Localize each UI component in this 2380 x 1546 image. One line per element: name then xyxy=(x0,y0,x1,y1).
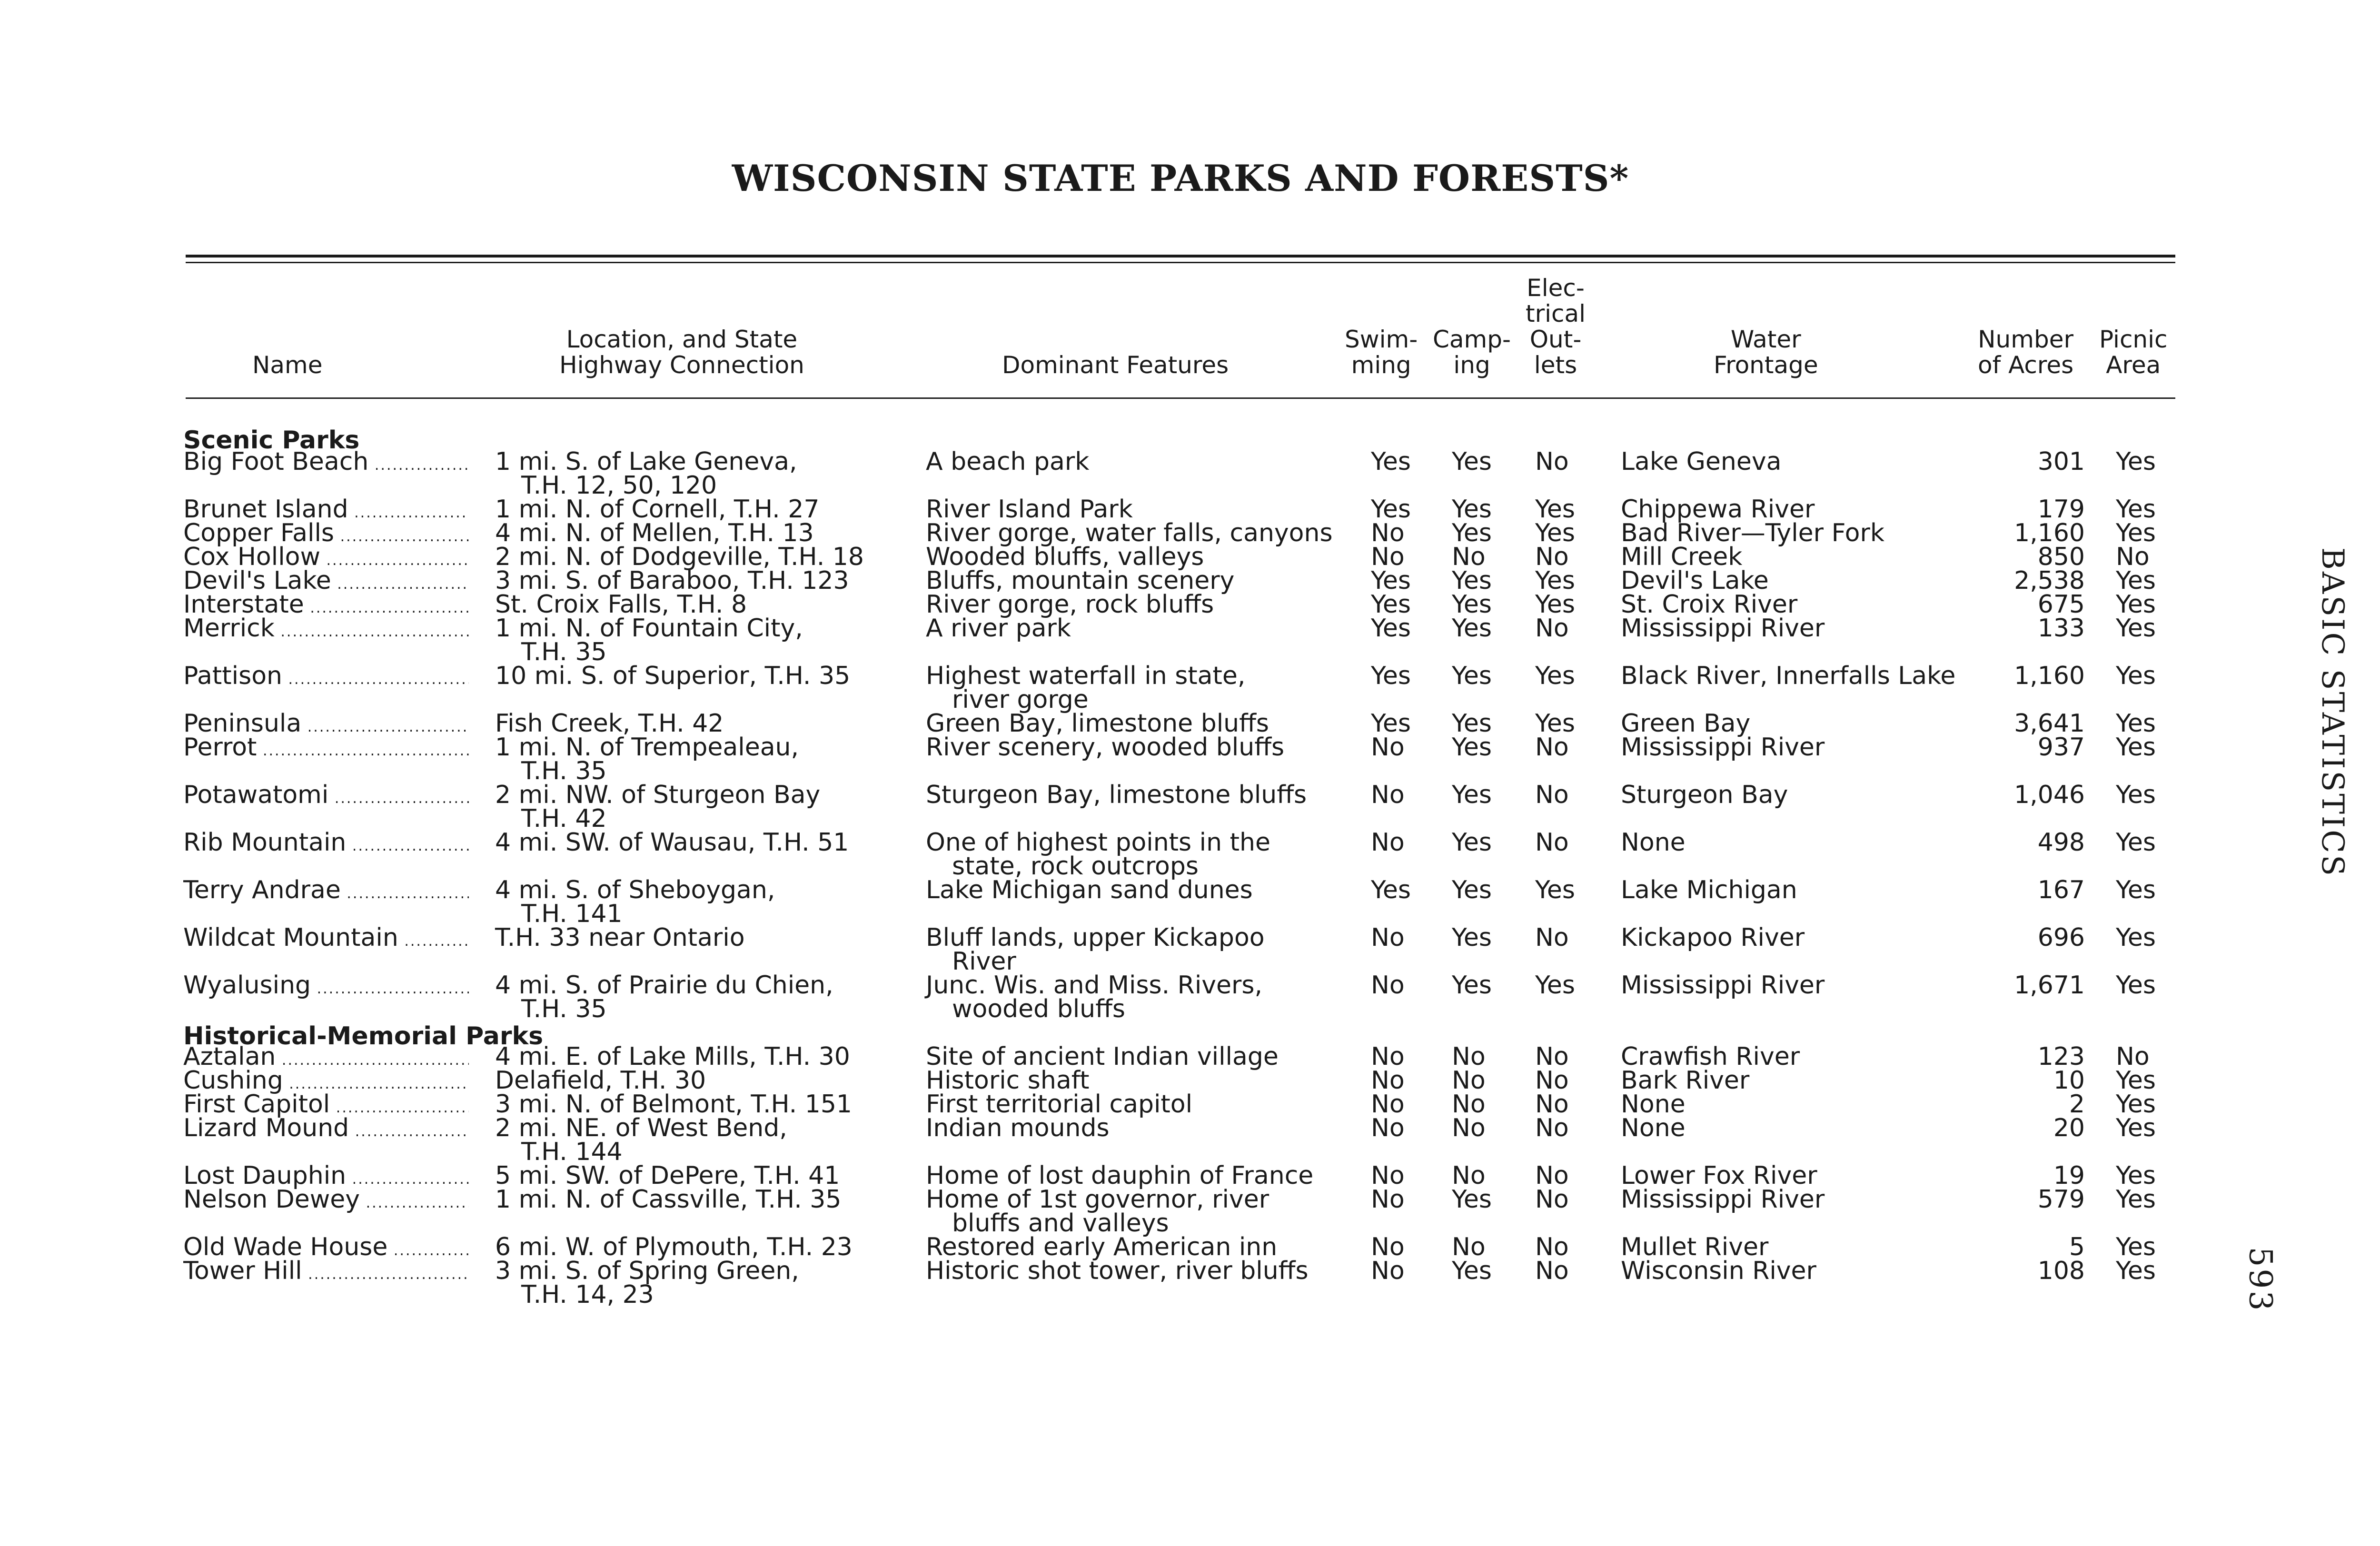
park-features-cont: wooded bluffs xyxy=(952,995,1126,1023)
park-swimming: No xyxy=(1371,923,1405,952)
table-row-continuation xyxy=(0,852,2380,881)
park-name: Lizard Mound ..... xyxy=(183,1116,469,1144)
park-camping: No xyxy=(1452,1042,1486,1071)
park-features: One of highest points in the xyxy=(926,828,1270,857)
park-picnic-area: Yes xyxy=(2116,781,2156,809)
park-features: River Island Park xyxy=(926,495,1133,524)
park-water-frontage: Mississippi River xyxy=(1621,733,1825,762)
park-acres: 1,046 xyxy=(2014,781,2085,809)
park-camping: No xyxy=(1452,1114,1486,1142)
park-location-cont: T.H. 42 xyxy=(521,804,607,833)
col-header-picnic: Picnic Area xyxy=(2099,326,2168,379)
park-acres: 1,671 xyxy=(2014,971,2085,1000)
park-camping: Yes xyxy=(1452,614,1492,643)
table-row xyxy=(0,783,2380,807)
park-electrical-outlets: Yes xyxy=(1535,876,1575,904)
park-location-cont: T.H. 35 xyxy=(521,638,607,666)
park-name: Brunet Island ..... xyxy=(183,497,469,525)
table-row xyxy=(0,495,2380,524)
park-location: 4 mi. S. of Prairie du Chien, xyxy=(495,971,833,1000)
table-row xyxy=(0,566,2380,595)
park-swimming: No xyxy=(1371,519,1405,547)
table-row xyxy=(0,1235,2380,1259)
park-electrical-outlets: No xyxy=(1535,1066,1569,1095)
park-acres: 3,641 xyxy=(2014,709,2085,738)
park-water-frontage: Sturgeon Bay xyxy=(1621,781,1788,809)
park-swimming: No xyxy=(1371,781,1405,809)
park-name: Old Wade House ..... xyxy=(183,1235,469,1263)
park-location: 3 mi. S. of Spring Green, xyxy=(495,1257,799,1285)
column-header-rule xyxy=(186,397,2175,399)
park-picnic-area: Yes xyxy=(2116,971,2156,1000)
park-features: River gorge, rock bluffs xyxy=(926,590,1214,619)
park-location-cont: T.H. 141 xyxy=(521,900,623,928)
park-camping: Yes xyxy=(1452,733,1492,762)
table-row-continuation xyxy=(0,759,2380,783)
park-picnic-area: Yes xyxy=(2116,447,2156,476)
park-water-frontage: None xyxy=(1621,1114,1686,1142)
park-features: Bluff lands, upper Kickapoo xyxy=(926,923,1265,952)
park-features: A river park xyxy=(926,614,1071,643)
table-row xyxy=(0,590,2380,619)
table-row xyxy=(0,1259,2380,1283)
park-location: 2 mi. N. of Dodgeville, T.H. 18 xyxy=(495,543,864,571)
park-swimming: Yes xyxy=(1371,662,1411,690)
park-picnic-area: Yes xyxy=(2116,519,2156,547)
table-row-continuation xyxy=(0,640,2380,664)
park-acres: 20 xyxy=(2053,1114,2085,1142)
park-acres: 133 xyxy=(2037,614,2085,643)
table-row-continuation xyxy=(0,804,2380,833)
col-header-swimming: Swim- ming xyxy=(1345,326,1418,379)
park-location-cont: T.H. 12, 50, 120 xyxy=(521,471,717,500)
park-location: 6 mi. W. of Plymouth, T.H. 23 xyxy=(495,1233,853,1261)
park-electrical-outlets: Yes xyxy=(1535,709,1575,738)
park-electrical-outlets: No xyxy=(1535,828,1569,857)
park-camping: No xyxy=(1452,1161,1486,1190)
park-picnic-area: No xyxy=(2116,543,2150,571)
table-row xyxy=(0,1185,2380,1214)
park-water-frontage: Mill Creek xyxy=(1621,543,1743,571)
table-row xyxy=(0,709,2380,738)
park-location: 10 mi. S. of Superior, T.H. 35 xyxy=(495,662,851,690)
park-electrical-outlets: No xyxy=(1535,1233,1569,1261)
park-location: 4 mi. SW. of Wausau, T.H. 51 xyxy=(495,828,849,857)
park-picnic-area: Yes xyxy=(2116,1114,2156,1142)
park-picnic-area: No xyxy=(2116,1042,2150,1071)
table-row-continuation xyxy=(0,1140,2380,1164)
park-name: Interstate ..... xyxy=(183,593,469,620)
park-location: 2 mi. NE. of West Bend, xyxy=(495,1114,787,1142)
table-row xyxy=(0,923,2380,952)
table-row-continuation xyxy=(0,902,2380,926)
table-row xyxy=(0,521,2380,545)
park-features: River gorge, water falls, canyons xyxy=(926,519,1333,547)
table-row xyxy=(0,1116,2380,1140)
park-camping: Yes xyxy=(1452,781,1492,809)
park-water-frontage: Chippewa River xyxy=(1621,495,1815,524)
table-row xyxy=(0,1042,2380,1071)
park-water-frontage: Lake Geneva xyxy=(1621,447,1782,476)
park-acres: 108 xyxy=(2037,1257,2085,1285)
park-camping: Yes xyxy=(1452,876,1492,904)
park-acres: 10 xyxy=(2053,1066,2085,1095)
park-water-frontage: Mississippi River xyxy=(1621,971,1825,1000)
park-water-frontage: Wisconsin River xyxy=(1621,1257,1816,1285)
park-camping: Yes xyxy=(1452,1185,1492,1214)
park-electrical-outlets: Yes xyxy=(1535,662,1575,690)
park-location: 5 mi. SW. of DePere, T.H. 41 xyxy=(495,1161,840,1190)
park-features-cont: River xyxy=(952,947,1016,976)
park-location: Delafield, T.H. 30 xyxy=(495,1066,706,1095)
park-camping: Yes xyxy=(1452,1257,1492,1285)
park-name: Big Foot Beach ..... xyxy=(183,450,469,477)
park-features: Wooded bluffs, valleys xyxy=(926,543,1204,571)
park-picnic-area: Yes xyxy=(2116,590,2156,619)
park-swimming: Yes xyxy=(1371,495,1411,524)
table-row-continuation xyxy=(0,685,2380,714)
park-electrical-outlets: No xyxy=(1535,923,1569,952)
park-swimming: No xyxy=(1371,1161,1405,1190)
col-header-electrical: Elec- trical Out- lets xyxy=(1526,274,1586,379)
park-name: Wildcat Mountain ..... xyxy=(183,926,469,953)
park-name: Rib Mountain ..... xyxy=(183,831,469,858)
park-camping: No xyxy=(1452,1090,1486,1119)
park-features: Highest waterfall in state, xyxy=(926,662,1246,690)
park-camping: Yes xyxy=(1452,590,1492,619)
park-water-frontage: Kickapoo River xyxy=(1621,923,1805,952)
park-electrical-outlets: No xyxy=(1535,781,1569,809)
park-swimming: No xyxy=(1371,543,1405,571)
park-electrical-outlets: Yes xyxy=(1535,590,1575,619)
park-acres: 5 xyxy=(2069,1233,2085,1261)
park-swimming: Yes xyxy=(1371,447,1411,476)
park-picnic-area: Yes xyxy=(2116,876,2156,904)
table-row-continuation xyxy=(0,1280,2380,1309)
park-location: 4 mi. E. of Lake Mills, T.H. 30 xyxy=(495,1042,850,1071)
header-rule-thick xyxy=(186,255,2175,258)
park-name: Devil's Lake ..... xyxy=(183,569,469,596)
park-name: Peninsula ..... xyxy=(183,712,469,739)
park-name: Pattison ..... xyxy=(183,664,469,692)
park-name: Potawatomi ..... xyxy=(183,783,469,811)
park-location-cont: T.H. 35 xyxy=(521,995,607,1023)
park-acres: 850 xyxy=(2037,543,2085,571)
park-location: 1 mi. N. of Trempealeau, xyxy=(495,733,799,762)
park-location: 3 mi. N. of Belmont, T.H. 151 xyxy=(495,1090,852,1119)
park-electrical-outlets: Yes xyxy=(1535,519,1575,547)
table-row xyxy=(0,878,2380,902)
table-row xyxy=(0,545,2380,569)
park-electrical-outlets: No xyxy=(1535,1161,1569,1190)
col-header-name: Name xyxy=(252,351,323,379)
table-row xyxy=(0,614,2380,643)
table-row xyxy=(0,664,2380,688)
park-location-cont: T.H. 35 xyxy=(521,757,607,785)
park-features: Indian mounds xyxy=(926,1114,1110,1142)
park-location: 1 mi. S. of Lake Geneva, xyxy=(495,447,797,476)
park-name: Terry Andrae ..... xyxy=(183,878,469,906)
park-swimming: No xyxy=(1371,828,1405,857)
park-features: First territorial capitol xyxy=(926,1090,1193,1119)
park-features-cont: bluffs and valleys xyxy=(952,1209,1169,1238)
page-title: WISCONSIN STATE PARKS AND FORESTS* xyxy=(732,157,1629,199)
park-location: 1 mi. N. of Cornell, T.H. 27 xyxy=(495,495,820,524)
park-picnic-area: Yes xyxy=(2116,923,2156,952)
park-water-frontage: Lake Michigan xyxy=(1621,876,1797,904)
park-acres: 179 xyxy=(2037,495,2085,524)
col-header-location: Location, and State Highway Connection xyxy=(559,326,804,379)
park-location: St. Croix Falls, T.H. 8 xyxy=(495,590,747,619)
park-acres: 579 xyxy=(2037,1185,2085,1214)
table-row xyxy=(0,1066,2380,1095)
section-heading: Scenic Parks xyxy=(183,426,360,455)
park-features: A beach park xyxy=(926,447,1090,476)
park-camping: Yes xyxy=(1452,447,1492,476)
table-row-continuation xyxy=(0,1209,2380,1238)
park-name: Cushing ..... xyxy=(183,1069,469,1096)
park-features: Lake Michigan sand dunes xyxy=(926,876,1253,904)
park-features: Site of ancient Indian village xyxy=(926,1042,1279,1071)
park-swimming: No xyxy=(1371,1114,1405,1142)
park-picnic-area: Yes xyxy=(2116,1090,2156,1119)
park-acres: 2 xyxy=(2069,1090,2085,1119)
park-picnic-area: Yes xyxy=(2116,495,2156,524)
park-location: 1 mi. N. of Fountain City, xyxy=(495,614,803,643)
table-row xyxy=(0,1161,2380,1190)
park-electrical-outlets: Yes xyxy=(1535,971,1575,1000)
park-camping: No xyxy=(1452,1233,1486,1261)
park-name: Tower Hill ..... xyxy=(183,1259,469,1287)
park-acres: 301 xyxy=(2037,447,2085,476)
park-electrical-outlets: No xyxy=(1535,543,1569,571)
park-water-frontage: Bark River xyxy=(1621,1066,1750,1095)
park-acres: 19 xyxy=(2053,1161,2085,1190)
park-swimming: Yes xyxy=(1371,876,1411,904)
park-swimming: No xyxy=(1371,1066,1405,1095)
park-picnic-area: Yes xyxy=(2116,566,2156,595)
table-row-continuation xyxy=(0,471,2380,500)
park-acres: 1,160 xyxy=(2014,519,2085,547)
park-picnic-area: Yes xyxy=(2116,1066,2156,1095)
park-acres: 498 xyxy=(2037,828,2085,857)
col-header-features: Dominant Features xyxy=(1002,351,1229,379)
park-swimming: No xyxy=(1371,1090,1405,1119)
park-location: 4 mi. S. of Sheboygan, xyxy=(495,876,775,904)
park-water-frontage: Green Bay xyxy=(1621,709,1751,738)
park-electrical-outlets: No xyxy=(1535,447,1569,476)
park-swimming: No xyxy=(1371,971,1405,1000)
park-features: Home of lost dauphin of France xyxy=(926,1161,1314,1190)
park-features: Restored early American inn xyxy=(926,1233,1278,1261)
park-water-frontage: Crawfish River xyxy=(1621,1042,1800,1071)
park-swimming: Yes xyxy=(1371,566,1411,595)
park-name: Perrot ..... xyxy=(183,735,469,763)
park-acres: 123 xyxy=(2037,1042,2085,1071)
park-location: T.H. 33 near Ontario xyxy=(495,923,745,952)
header-rule-thin xyxy=(186,262,2175,263)
park-camping: Yes xyxy=(1452,495,1492,524)
running-side-title: BASIC STATISTICS xyxy=(2315,547,2350,878)
park-name: Wyalusing ..... xyxy=(183,973,469,1001)
park-picnic-area: Yes xyxy=(2116,709,2156,738)
park-camping: No xyxy=(1452,1066,1486,1095)
park-features: River scenery, wooded bluffs xyxy=(926,733,1285,762)
table-row xyxy=(0,971,2380,1000)
park-swimming: Yes xyxy=(1371,709,1411,738)
park-features: Historic shot tower, river bluffs xyxy=(926,1257,1309,1285)
page-number: 593 xyxy=(2242,1247,2279,1313)
park-electrical-outlets: No xyxy=(1535,614,1569,643)
park-picnic-area: Yes xyxy=(2116,828,2156,857)
park-electrical-outlets: No xyxy=(1535,1042,1569,1071)
park-camping: Yes xyxy=(1452,662,1492,690)
park-electrical-outlets: No xyxy=(1535,733,1569,762)
section-heading: Historical-Memorial Parks xyxy=(183,1022,544,1050)
park-acres: 1,160 xyxy=(2014,662,2085,690)
park-picnic-area: Yes xyxy=(2116,1185,2156,1214)
park-name: Copper Falls ..... xyxy=(183,521,469,549)
park-picnic-area: Yes xyxy=(2116,614,2156,643)
park-swimming: No xyxy=(1371,733,1405,762)
park-camping: Yes xyxy=(1452,709,1492,738)
park-acres: 2,538 xyxy=(2014,566,2085,595)
park-picnic-area: Yes xyxy=(2116,1161,2156,1190)
park-water-frontage: Mullet River xyxy=(1621,1233,1769,1261)
park-swimming: Yes xyxy=(1371,590,1411,619)
table-row-continuation xyxy=(0,947,2380,976)
park-features-cont: state, rock outcrops xyxy=(952,852,1199,881)
table-row xyxy=(0,828,2380,857)
park-swimming: Yes xyxy=(1371,614,1411,643)
park-name: Lost Dauphin ..... xyxy=(183,1164,469,1191)
park-water-frontage: None xyxy=(1621,1090,1686,1119)
park-camping: No xyxy=(1452,543,1486,571)
park-features-cont: river gorge xyxy=(952,685,1089,714)
col-header-camping: Camp- ing xyxy=(1433,326,1511,379)
park-camping: Yes xyxy=(1452,519,1492,547)
park-location-cont: T.H. 144 xyxy=(521,1138,623,1166)
park-electrical-outlets: No xyxy=(1535,1090,1569,1119)
park-water-frontage: Mississippi River xyxy=(1621,1185,1825,1214)
park-electrical-outlets: No xyxy=(1535,1257,1569,1285)
table-row xyxy=(0,1090,2380,1119)
park-name: Aztalan ..... xyxy=(183,1045,469,1072)
park-electrical-outlets: No xyxy=(1535,1114,1569,1142)
park-acres: 696 xyxy=(2037,923,2085,952)
park-water-frontage: Mississippi River xyxy=(1621,614,1825,643)
park-camping: Yes xyxy=(1452,971,1492,1000)
park-camping: Yes xyxy=(1452,566,1492,595)
park-features: Junc. Wis. and Miss. Rivers, xyxy=(926,971,1263,1000)
park-picnic-area: Yes xyxy=(2116,662,2156,690)
park-features: Bluffs, mountain scenery xyxy=(926,566,1235,595)
park-location-cont: T.H. 14, 23 xyxy=(521,1280,654,1309)
park-swimming: No xyxy=(1371,1233,1405,1261)
park-location: 3 mi. S. of Baraboo, T.H. 123 xyxy=(495,566,849,595)
park-location: 2 mi. NW. of Sturgeon Bay xyxy=(495,781,821,809)
park-name: Merrick ..... xyxy=(183,616,469,644)
park-swimming: No xyxy=(1371,1042,1405,1071)
park-features: Home of 1st governor, river xyxy=(926,1185,1269,1214)
park-features: Historic shaft xyxy=(926,1066,1090,1095)
park-water-frontage: St. Croix River xyxy=(1621,590,1798,619)
park-water-frontage: None xyxy=(1621,828,1686,857)
park-electrical-outlets: Yes xyxy=(1535,566,1575,595)
park-camping: Yes xyxy=(1452,828,1492,857)
col-header-acres: Number of Acres xyxy=(1978,326,2074,379)
park-picnic-area: Yes xyxy=(2116,1257,2156,1285)
park-swimming: No xyxy=(1371,1185,1405,1214)
table-row xyxy=(0,733,2380,762)
park-water-frontage: Bad River—Tyler Fork xyxy=(1621,519,1884,547)
park-water-frontage: Black River, Innerfalls Lake xyxy=(1621,662,1956,690)
park-location: Fish Creek, T.H. 42 xyxy=(495,709,724,738)
park-water-frontage: Lower Fox River xyxy=(1621,1161,1817,1190)
park-acres: 167 xyxy=(2037,876,2085,904)
park-picnic-area: Yes xyxy=(2116,1233,2156,1261)
park-name: Cox Hollow ..... xyxy=(183,545,469,573)
park-water-frontage: Devil's Lake xyxy=(1621,566,1769,595)
table-row xyxy=(0,447,2380,476)
col-header-water: Water Frontage xyxy=(1714,326,1818,379)
park-location: 4 mi. N. of Mellen, T.H. 13 xyxy=(495,519,814,547)
park-picnic-area: Yes xyxy=(2116,733,2156,762)
park-camping: Yes xyxy=(1452,923,1492,952)
table-row-continuation xyxy=(0,997,2380,1021)
park-electrical-outlets: No xyxy=(1535,1185,1569,1214)
park-name: Nelson Dewey ..... xyxy=(183,1188,469,1215)
park-swimming: No xyxy=(1371,1257,1405,1285)
park-name: First Capitol ..... xyxy=(183,1092,469,1120)
park-electrical-outlets: Yes xyxy=(1535,495,1575,524)
park-features: Green Bay, limestone bluffs xyxy=(926,709,1269,738)
park-features: Sturgeon Bay, limestone bluffs xyxy=(926,781,1307,809)
park-acres: 937 xyxy=(2037,733,2085,762)
park-location: 1 mi. N. of Cassville, T.H. 35 xyxy=(495,1185,842,1214)
park-acres: 675 xyxy=(2037,590,2085,619)
